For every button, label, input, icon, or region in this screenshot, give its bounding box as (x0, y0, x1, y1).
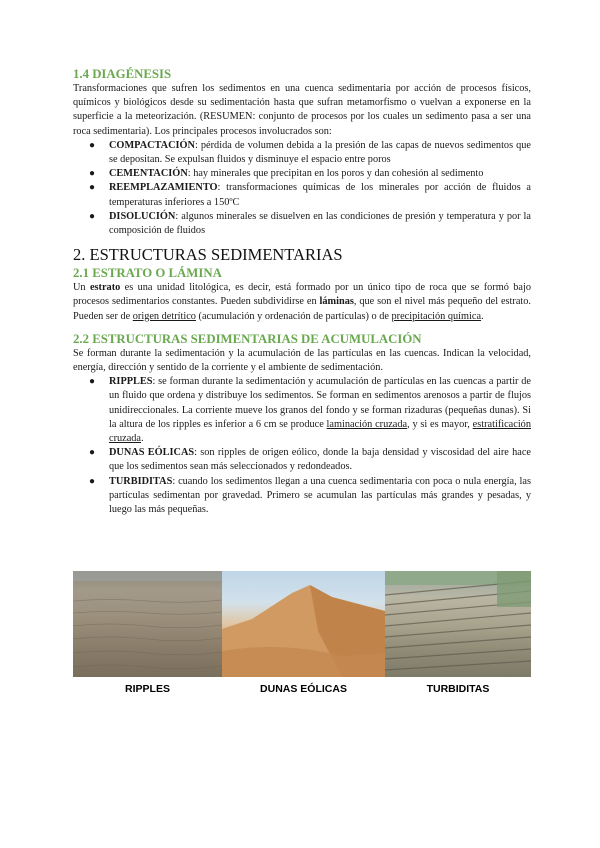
bullet-icon: ● (89, 376, 96, 388)
bullet-icon: ● (89, 447, 96, 459)
list-item: ● RIPPLES: se forman durante la sedimentación y acumulación de partículas en las cuencas a partir de un fluido que ordena y distribuye los sedimentos. Se forman en sedimentos arenosos a partir de flujos unidireccionales. La corriente mueve los granos del fondo y se forman rizaduras (pequeñas dunas). Si la altura de los ripples es inferior a 6 cm se produce laminación cruzada, y si es mayor, estratificación cruzada. (89, 376, 531, 445)
diagenesis-intro: Transformaciones que sufren los sedimentos en una cuenca sedimentaria por acción de procesos físicos, químicos y biológicos desde su sedimentación hasta que sufran metamorfismo o vuelvan a exponerse en la superficie a la meteorización. (RESUMEN: conjunto de procesos por los cuales un sedimento pasa a ser una roca sedimentaria). Los principales procesos involucrados son: (73, 83, 531, 137)
bullet-icon: ● (89, 210, 96, 222)
caption-dunas-eolicas: DUNAS EÓLICAS (260, 683, 347, 695)
list-item (89, 167, 531, 181)
ripples-photo (73, 571, 222, 677)
dunas-eolicas-photo (222, 571, 385, 677)
list-item (89, 181, 531, 209)
section-2-2-heading: 2.2 ESTRUCTURAS SEDIMENTARIAS DE ACUMULACIÓN (73, 331, 422, 346)
list-item: ● TURBIDITAS: cuando los sedimentos llegan a una cuenca sedimentaria con poca o nula energía, las partículas sedimentan por gravedad. Primero se acumulan las partículas más grandes y pesadas, y luego las más pequeñas. (89, 475, 531, 516)
section-2-1-heading: 2.1 ESTRATO O LÁMINA (73, 266, 222, 281)
bullet-icon: ● (89, 182, 96, 194)
diagenesis-process-list (73, 139, 531, 238)
turbiditas-photo (385, 571, 531, 677)
section-1-4-heading: 1.4 DIAGÉNESIS (73, 67, 172, 81)
term-turbiditas: TURBIDITAS (109, 475, 173, 487)
list-item (89, 139, 531, 167)
term-description: : algunos minerales se disuelven en las condiciones de presión y temperatura y por la composición de fluidos (109, 210, 531, 237)
acumulacion-list (73, 375, 531, 517)
bullet-icon: ● (89, 475, 96, 487)
term-reemplazamiento: REEMPLAZAMIENTO (109, 182, 218, 194)
photo-strip (73, 571, 531, 677)
estrato-paragraph: Un estrato es una unidad litológica, es decir, está formado por un único tipo de roca que se formó bajo procesos sedimentarios constantes. Pueden subdividirse en láminas, que son el nivel más pequeño del estrato. Pueden ser de origen detrítico (acumulación y ordenación de partículas) o de precipitación química. (73, 282, 531, 322)
term-ripples: RIPPLES (109, 376, 153, 388)
term-cementacion: CEMENTACIÓN (109, 168, 188, 180)
term-description: : hay minerales que precipitan en los poros y dan cohesión al sedimento (187, 168, 484, 180)
photo-captions (73, 683, 531, 695)
term-compactacion: COMPACTACIÓN (109, 139, 195, 151)
acumulacion-intro: Se forman durante la sedimentación y la acumulación de las partículas en las cuencas. Indican la velocidad, energía, dirección y sentido de la corriente y el ambiente de sedimentación. (73, 347, 531, 374)
list-item: ● DUNAS EÓLICAS: son ripples de origen eólico, donde la baja densidad y viscosidad del aire hace que los sedimentos sean más seleccionados y redondeados. (89, 447, 531, 473)
document-page (73, 66, 531, 517)
bullet-icon: ● (89, 168, 96, 180)
term-disolucion: DISOLUCIÓN (109, 210, 176, 222)
section-2-heading: 2. ESTRUCTURAS SEDIMENTARIAS (73, 245, 343, 265)
term-dunas-eolicas: DUNAS EÓLICAS (109, 447, 195, 459)
list-item (89, 210, 531, 238)
term-description: : transformaciones químicas de los minerales por acción de fluidos a temperaturas inferiores a 150ºC (109, 182, 531, 208)
term-description: : pérdida de volumen debida a la presión de las capas de nuevos sedimentos que se depositan. Se expulsan fluidos y disminuye el espacio entre poros (109, 139, 531, 166)
caption-ripples: RIPPLES (125, 683, 170, 695)
caption-turbiditas: TURBIDITAS (426, 683, 490, 695)
bullet-icon: ● (89, 139, 96, 151)
